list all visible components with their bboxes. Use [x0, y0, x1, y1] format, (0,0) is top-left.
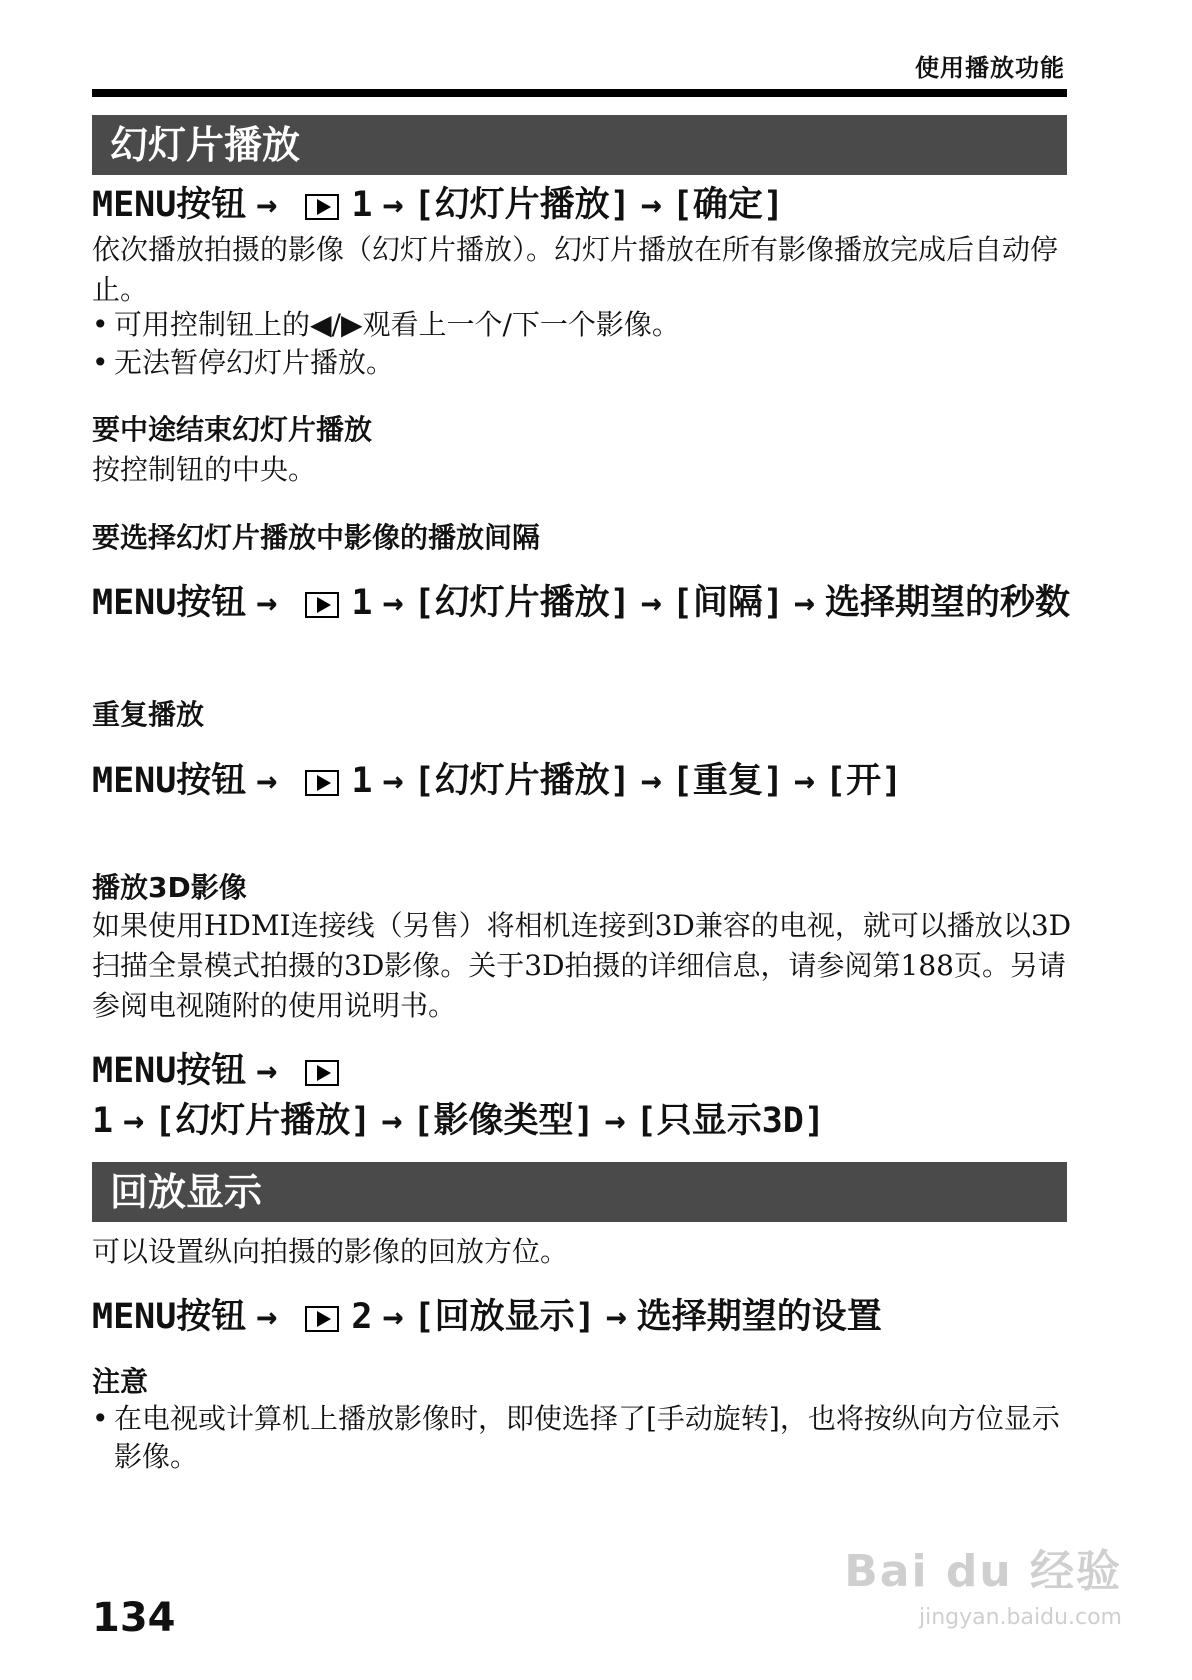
- menu-item: [间隔]: [671, 583, 784, 623]
- playback-display-intro: 可以设置纵向拍摄的影像的回放方位。: [92, 1235, 569, 1268]
- arrow-icon: →: [256, 583, 278, 623]
- watermark: [822, 1535, 1122, 1655]
- arrow-icon: →: [640, 583, 662, 623]
- menu-item: [确定]: [671, 185, 784, 225]
- menu-item: [只显示3D]: [635, 1101, 825, 1141]
- menu-tab-number: 1: [92, 1101, 114, 1141]
- menu-button-label: MENU按钮: [92, 1051, 247, 1091]
- section-title-slideshow: 幻灯片播放: [92, 115, 1067, 175]
- arrow-icon: →: [123, 1101, 145, 1141]
- menu-item: [重复]: [671, 761, 784, 801]
- menu-path-slideshow: [92, 180, 1072, 230]
- menu-button-label: MENU按钮: [92, 1297, 247, 1337]
- menu-item: 选择期望的设置: [636, 1297, 882, 1337]
- repeat-heading: 重复播放: [92, 698, 205, 731]
- menu-button-label: MENU按钮: [92, 185, 247, 225]
- arrow-icon: →: [256, 185, 278, 225]
- section-title-playback-display: 回放显示: [92, 1162, 1067, 1222]
- slideshow-bullet: • 可用控制钮上的◀/▶观看上一个/下一个影像。: [92, 306, 1072, 344]
- watermark-url: jingyan.baidu.com: [918, 1605, 1122, 1630]
- arrow-icon: →: [640, 761, 662, 801]
- menu-tab-number: 1: [351, 583, 373, 623]
- interval-heading: 要选择幻灯片播放中影像的播放间隔: [92, 521, 541, 554]
- arrow-icon: →: [605, 1297, 627, 1337]
- arrow-icon: →: [604, 1101, 626, 1141]
- menu-button-label: MENU按钮: [92, 583, 247, 623]
- arrow-icon: →: [640, 185, 662, 225]
- playback-icon: [305, 1306, 339, 1332]
- note-bullet: • 在电视或计算机上播放影像时，即使选择了[手动旋转]，也将按纵向方位显示影像。: [92, 1400, 1072, 1476]
- menu-item: 选择期望的秒数: [825, 583, 1071, 623]
- menu-item: [幻灯片播放]: [154, 1101, 372, 1141]
- menu-tab-number: 1: [351, 185, 373, 225]
- menu-button-label: MENU按钮: [92, 761, 247, 801]
- play3d-text: 如果使用HDMI连接线（另售）将相机连接到3D兼容的电视，就可以播放以3D扫描全景模式拍摄的3D影像。关于3D拍摄的详细信息，请参阅第188页。另请参阅电视随附的使用说明书。: [92, 909, 1072, 1022]
- stop-heading: 要中途结束幻灯片播放: [92, 413, 373, 446]
- menu-item: [幻灯片播放]: [413, 583, 631, 623]
- stop-text: 按控制钮的中央。: [92, 453, 317, 486]
- arrow-icon: →: [382, 761, 404, 801]
- slideshow-intro: 依次播放拍摄的影像（幻灯片播放）。幻灯片播放在所有影像播放完成后自动停止。: [92, 233, 1059, 306]
- arrow-icon: →: [256, 1297, 278, 1337]
- playback-icon: [305, 194, 339, 220]
- menu-tab-number: 2: [351, 1297, 373, 1337]
- note-heading: 注意: [92, 1365, 149, 1398]
- arrow-icon: →: [382, 185, 404, 225]
- menu-path-interval: [92, 578, 1072, 628]
- arrow-icon: →: [256, 1051, 278, 1091]
- menu-path-repeat: [92, 756, 1072, 806]
- menu-tab-number: 1: [351, 761, 373, 801]
- page-number: 134: [92, 1595, 176, 1641]
- arrow-icon: →: [381, 1101, 403, 1141]
- arrow-icon: →: [793, 761, 815, 801]
- arrow-icon: →: [382, 1297, 404, 1337]
- menu-item: [影像类型]: [412, 1101, 595, 1141]
- playback-icon: [305, 770, 339, 796]
- slideshow-bullet: • 无法暂停幻灯片播放。: [92, 344, 1072, 382]
- menu-item: [幻灯片播放]: [413, 761, 631, 801]
- playback-icon: [305, 1060, 339, 1086]
- menu-item: [幻灯片播放]: [413, 185, 631, 225]
- playback-icon: [305, 592, 339, 618]
- menu-path-3d: [92, 1046, 1072, 1146]
- play3d-heading: 播放3D影像: [92, 871, 247, 904]
- header-rule: [92, 89, 1067, 97]
- arrow-icon: →: [382, 583, 404, 623]
- arrow-icon: →: [256, 761, 278, 801]
- menu-item: [开]: [825, 761, 903, 801]
- header-section-label: 使用播放功能: [915, 54, 1065, 82]
- arrow-icon: →: [793, 583, 815, 623]
- menu-item: [回放显示]: [413, 1297, 596, 1337]
- watermark-logo: Bai du 经验: [844, 1546, 1122, 1597]
- menu-path-playback-display: [92, 1292, 1072, 1342]
